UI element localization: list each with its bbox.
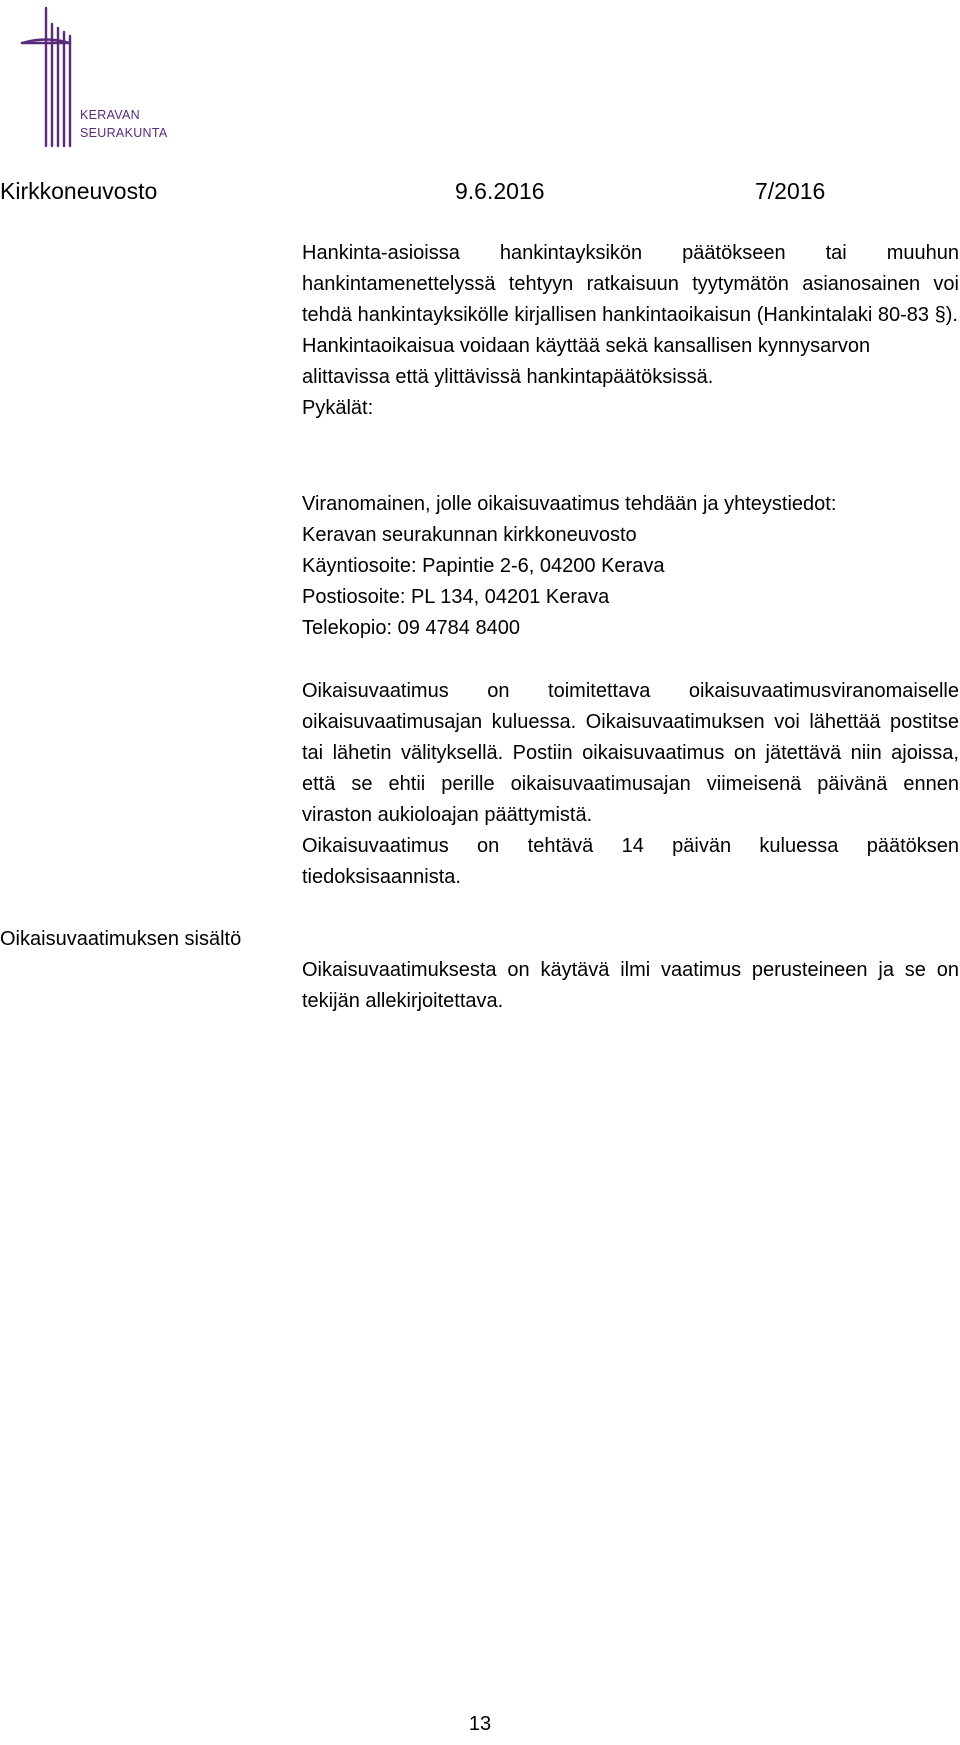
document-header [0, 178, 960, 208]
header-date: 9.6.2016 [455, 178, 545, 204]
authority-section [302, 489, 959, 644]
contents-section [302, 955, 959, 1017]
header-title: Kirkkoneuvosto [0, 178, 158, 204]
contents-section-label: Oikaisuvaatimuksen sisältö [0, 928, 242, 950]
procurement-paragraph: Hankinta-asioissa hankintayksikön päätökseen tai muuhun hankintamenettelyssä tehtyyn ratkaisuun tyytymätön asianosainen voi tehdä hankintayksikölle kirjallisen hankintaoikaisun (Hankintalaki 80-83 §). [302, 242, 959, 326]
authority-visit-address: Käyntiosoite: Papintie 2-6, 04200 Kerava [302, 555, 665, 577]
logo-line1: KERAVAN [80, 108, 140, 122]
contents-paragraph: Oikaisuvaatimuksesta on käytävä ilmi vaatimus perusteineen ja se on tekijän allekirjoitettava. [302, 959, 959, 1012]
authority-intro: Viranomainen, jolle oikaisuvaatimus tehdään ja yhteystiedot: [302, 493, 837, 515]
submission-deadline: Oikaisuvaatimus on tehtävä 14 päivän kuluessa päätöksen tiedoksisaannista. [302, 835, 959, 888]
submission-section [302, 676, 959, 893]
authority-name: Keravan seurakunnan kirkkoneuvosto [302, 524, 637, 546]
header-meeting-number: 7/2016 [755, 178, 826, 204]
authority-postal-address: Postiosoite: PL 134, 04201 Kerava [302, 586, 610, 608]
page-number: 13 [468, 1713, 492, 1735]
procurement-section [302, 238, 959, 424]
authority-fax: Telekopio: 09 4784 8400 [302, 617, 520, 639]
logo-line2: SEURAKUNTA [80, 126, 168, 140]
submission-paragraph: Oikaisuvaatimus on toimitettava oikaisuvaatimusviranomaiselle oikaisuvaatimusajan kuluessa. Oikaisuvaatimuksen voi lähettää postitse tai lähetin välityksellä. Postiin oikaisuvaatimus on jätettävä niin ajoissa, että se ehtii perille oikaisuvaatimusajan viimeisenä päivänä ennen viraston aukioloajan päättymistä. [302, 680, 959, 826]
procurement-threshold-line: Hankintaoikaisua voidaan käyttää sekä kansallisen kynnysarvon alittavissa että ylittävissä hankintapäätöksissä. [302, 335, 871, 388]
pykalat-label: Pykälät: [302, 397, 374, 419]
keravan-seurakunta-logo [8, 6, 168, 156]
